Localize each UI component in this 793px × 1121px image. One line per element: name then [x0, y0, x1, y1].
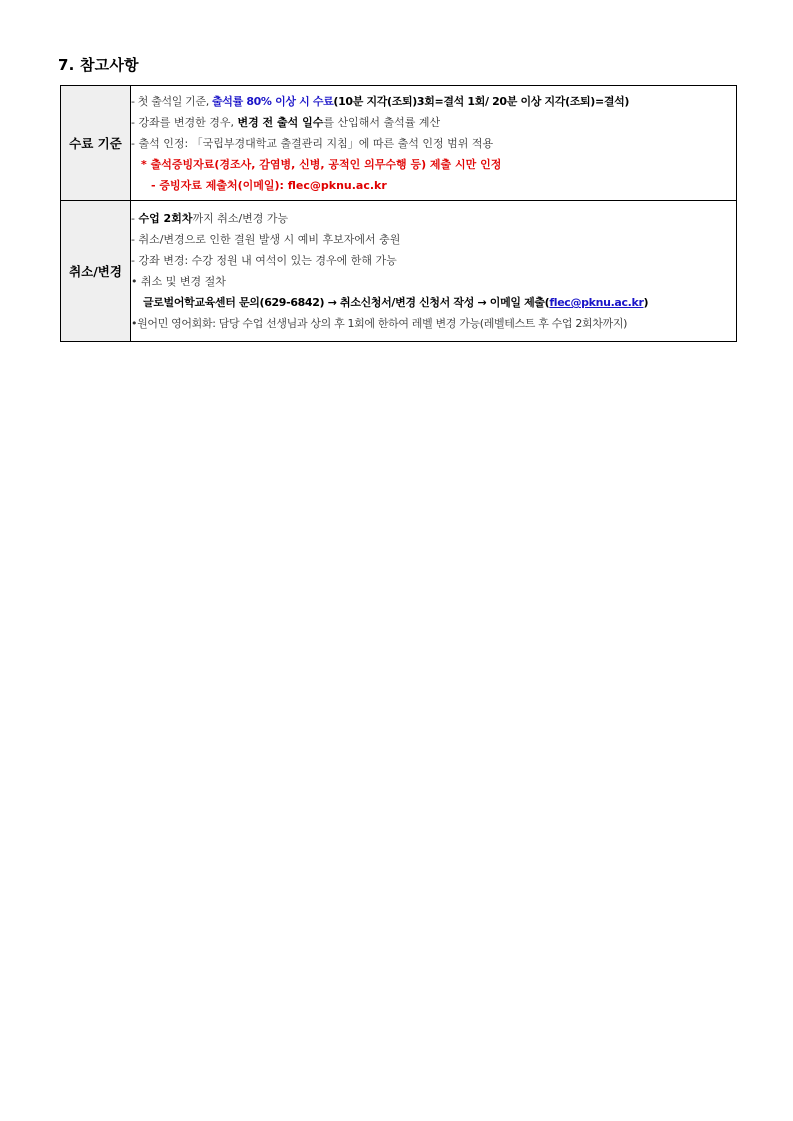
- list-item: [131, 292, 736, 313]
- list-item: [131, 91, 736, 112]
- text: 까지 취소/변경 가능: [192, 212, 289, 225]
- text: - 첫 출석일 기준,: [131, 94, 213, 108]
- list-item: - 취소/변경으로 인한 결원 발생 시 예비 후보자에서 충원: [131, 233, 401, 246]
- completion-criteria-content: [131, 86, 737, 201]
- highlight-text: 출석률 80% 이상 시 수료: [212, 94, 334, 108]
- list-item: - 강좌 변경: 수강 정원 내 여석이 있는 경우에 한해 가능: [131, 254, 397, 267]
- table-row: [61, 86, 737, 201]
- section-title: 7. 참고사항: [58, 56, 139, 74]
- list-item: [131, 208, 736, 229]
- text: ): [643, 296, 649, 309]
- list-item: * 출석증빙자료(경조사, 감염병, 신병, 공적인 의무수행 등) 제출 시만 인정: [141, 157, 502, 171]
- cancel-change-label: 취소/변경: [61, 201, 131, 342]
- list-item: •원어민 영어회화: 담당 수업 선생님과 상의 후 1회에 한하여 레벨 변경 가능(레벨테스트 후 수업 2회차까지): [131, 317, 628, 330]
- list-item: - 증빙자료 제출처(이메일): flec@pknu.ac.kr: [151, 178, 387, 192]
- email-link[interactable]: flec@pknu.ac.kr: [549, 296, 644, 309]
- list-item: [131, 112, 736, 133]
- cancel-change-content: [131, 201, 737, 342]
- text: (10분 지각(조퇴)3회=결석 1회/ 20분 이상 지각(조퇴)=결석): [333, 94, 630, 108]
- text: 글로벌어학교육센터 문의(629-6842) → 취소신청서/변경 신청서 작성 → 이메일 제출(: [143, 296, 550, 309]
- list-item: • 취소 및 변경 절차: [131, 275, 226, 288]
- table-row: [61, 201, 737, 342]
- bold-text: 변경 전 출석 일수: [237, 115, 324, 129]
- reference-table: [60, 85, 737, 342]
- text: 를 산입해서 출석률 계산: [323, 115, 441, 129]
- completion-criteria-label: 수료 기준: [61, 86, 131, 201]
- text: - 강좌를 변경한 경우,: [131, 115, 238, 129]
- list-item: - 출석 인정: 「국립부경대학교 출결관리 지침」에 따른 출석 인정 범위 적용: [131, 136, 494, 150]
- bold-text: 수업 2회차: [138, 212, 193, 225]
- text: -: [131, 212, 139, 225]
